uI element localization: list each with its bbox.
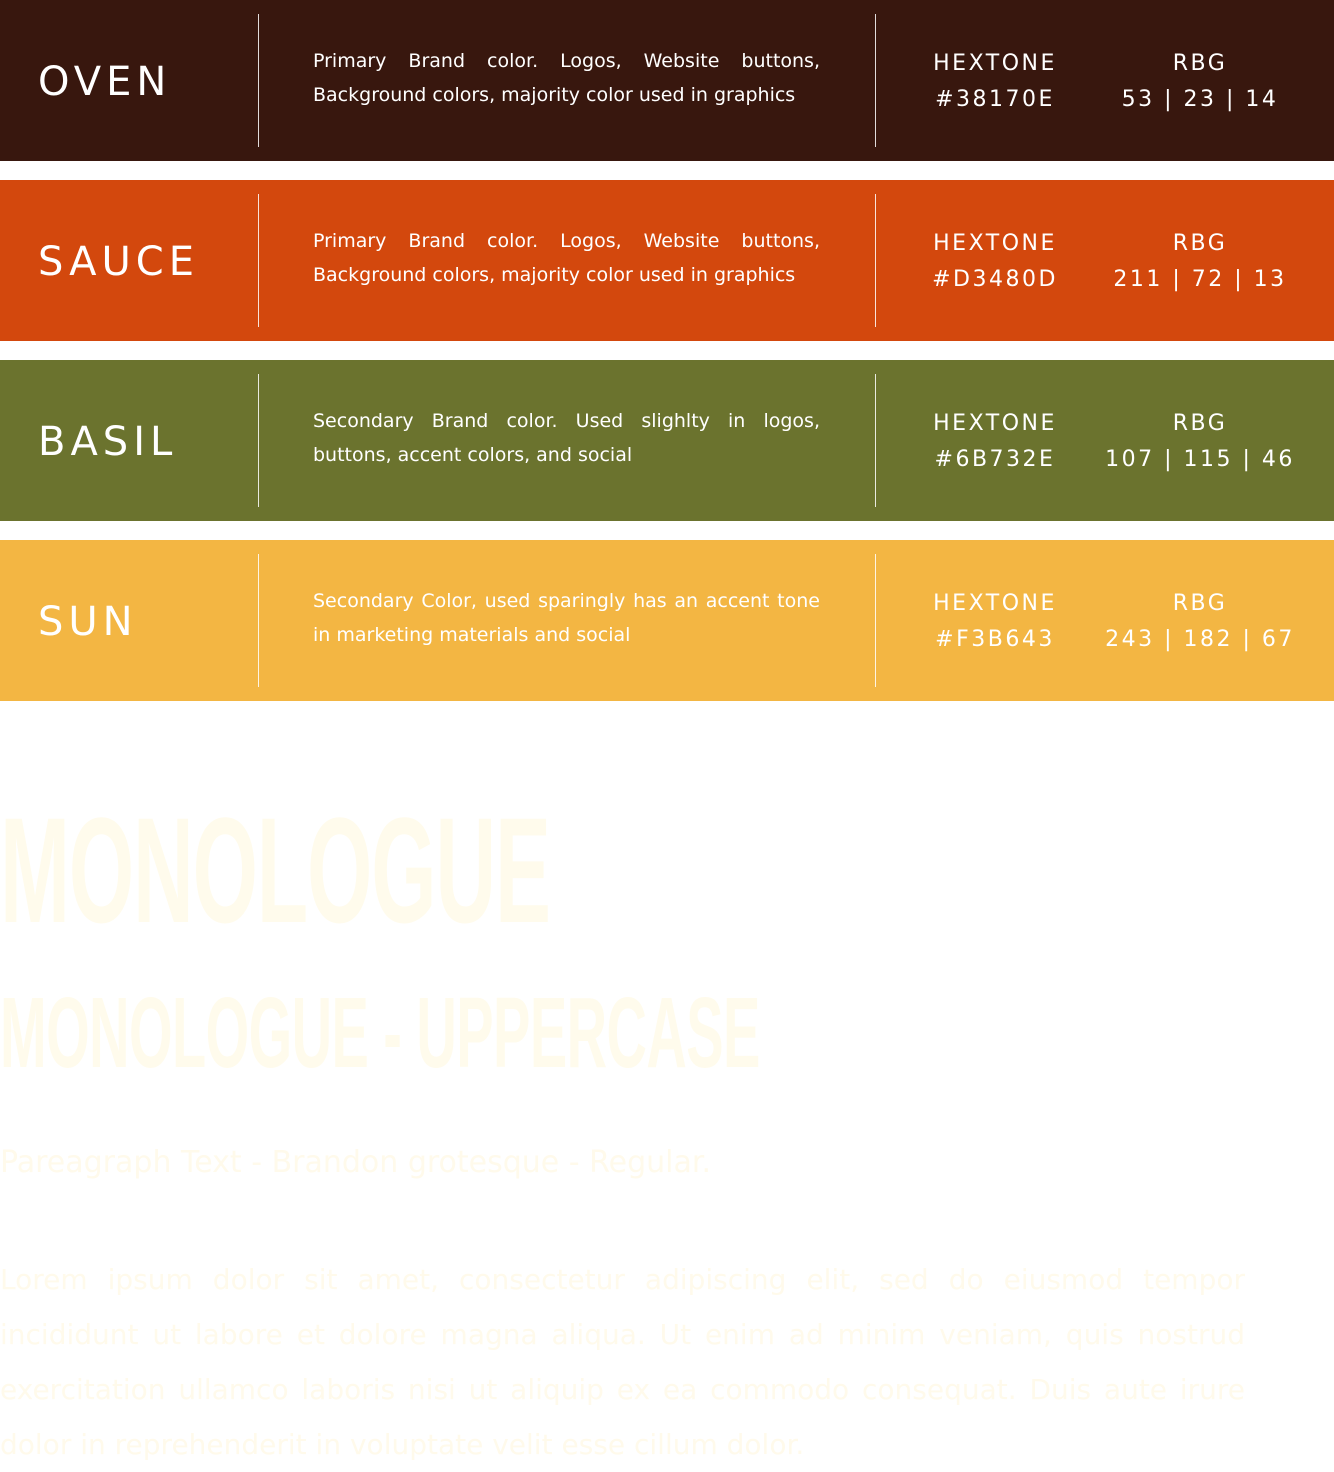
hex-value: #6B732E [934, 447, 1056, 472]
divider [258, 554, 259, 687]
swatch-description: Primary Brand color. Logos, Website buttons, Background colors, majority color used in graphics [313, 50, 820, 106]
divider [258, 14, 259, 147]
hex-value: #D3480D [932, 267, 1058, 292]
hex-label: HEXTONE [933, 51, 1057, 76]
swatch-name: SAUCE [38, 239, 199, 285]
divider [875, 374, 876, 507]
rgb-label: RBG [1172, 591, 1228, 616]
hex-value: #F3B643 [935, 627, 1055, 652]
hex-value: #38170E [935, 87, 1055, 112]
rgb-value: 53 | 23 | 14 [1121, 87, 1279, 112]
hex-label: HEXTONE [933, 411, 1057, 436]
swatch-description: Secondary Brand color. Used slighlty in logos, buttons, accent colors, and social [313, 410, 820, 466]
divider [875, 14, 876, 147]
swatch-description: Primary Brand color. Logos, Website buttons, Background colors, majority color used in graphics [313, 230, 820, 286]
color-swatch-sauce [0, 180, 1334, 341]
display-font-sample: MONOLOGUE [0, 786, 550, 954]
hex-column [905, 226, 1085, 298]
paragraph-font-label: Pareagraph Text - Brandon grotesque - Regular. [0, 1145, 712, 1180]
hex-column [905, 46, 1085, 118]
rgb-column [1100, 586, 1300, 658]
rgb-value: 107 | 115 | 46 [1105, 447, 1295, 472]
swatch-name: BASIL [38, 419, 178, 465]
divider [258, 194, 259, 327]
swatch-description: Secondary Color, used sparingly has an accent tone in marketing materials and social [313, 590, 820, 646]
hex-label: HEXTONE [933, 231, 1057, 256]
rgb-value: 211 | 72 | 13 [1113, 267, 1287, 292]
hex-label: HEXTONE [933, 591, 1057, 616]
rgb-value: 243 | 182 | 67 [1105, 627, 1295, 652]
rgb-label: RBG [1172, 411, 1228, 436]
rgb-column [1100, 406, 1300, 478]
swatch-name: SUN [38, 599, 138, 645]
color-swatch-sun [0, 540, 1334, 701]
divider [258, 374, 259, 507]
divider [875, 194, 876, 327]
rgb-column [1100, 226, 1300, 298]
hex-column [905, 586, 1085, 658]
divider [875, 554, 876, 687]
color-swatch-basil [0, 360, 1334, 521]
rgb-column [1100, 46, 1300, 118]
rgb-label: RBG [1172, 231, 1228, 256]
rgb-label: RBG [1172, 51, 1228, 76]
uppercase-font-sample: MONOLOGUE - UPPERCASE [0, 977, 760, 1089]
color-swatch-oven [0, 0, 1334, 161]
hex-column [905, 406, 1085, 478]
body-text-sample: Lorem ipsum dolor sit amet, consectetur adipiscing elit, sed do eiusmod tempor incididunt ut labore et dolore magna aliqua. Ut enim ad minim veniam, quis nostrud exercitation ullamco laboris nisi ut aliquip ex ea commodo consequat. Duis aute irure dolor in reprehenderit in voluptate velit esse cillum dolor. [0, 1263, 1245, 1461]
swatch-name: OVEN [38, 59, 172, 105]
